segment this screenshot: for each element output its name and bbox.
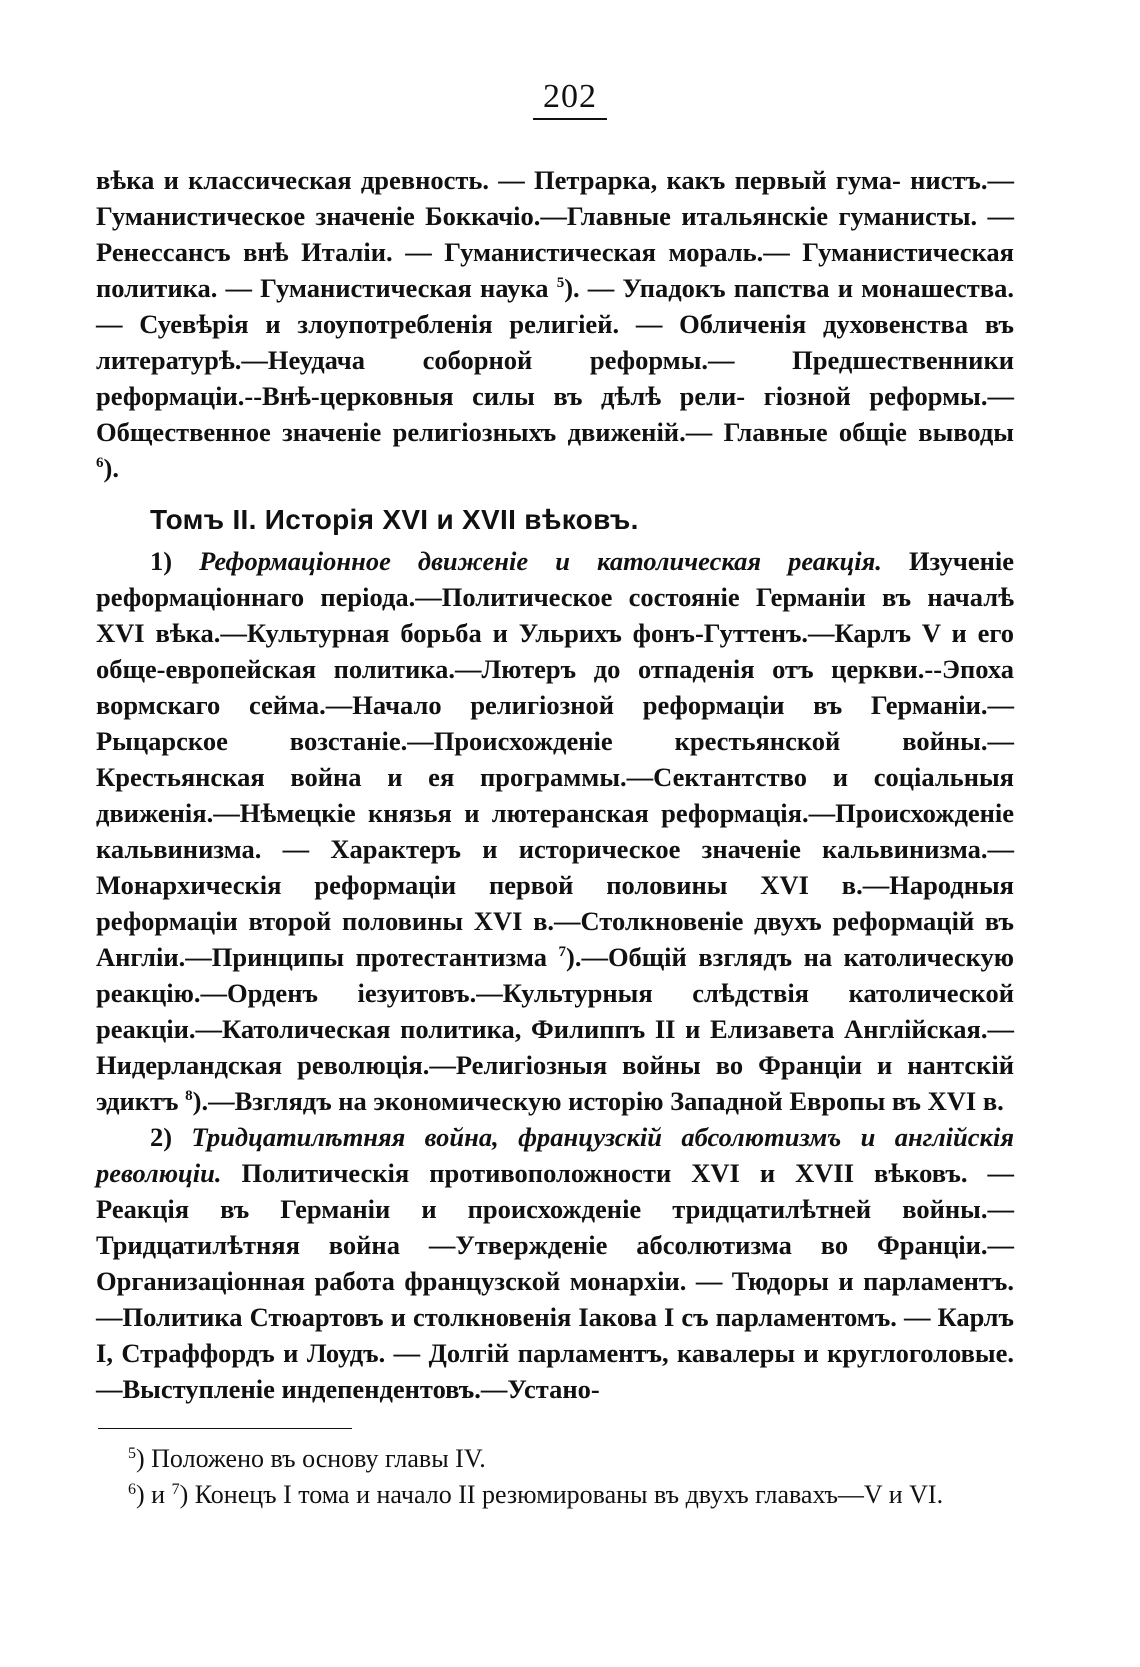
text-line: Гуманистическая политика. — Гуманистическая наука [96, 237, 1014, 303]
text-line: гуманисты. — Ренессансъ внѣ Италіи. — Гуманистическая мораль.— [96, 201, 1015, 267]
footnote-5 [96, 1441, 1014, 1477]
footnote-ref: 5 [556, 275, 565, 291]
footnote-6-7 [96, 1477, 1014, 1513]
footnote-text: ) Положено въ основу главы IV. [136, 1444, 486, 1473]
section-text: ).—Общій взглядъ на католическую реакцію.—Орденъ іезуитовъ.—Культурныя слѣдствія католической реакціи.—Католическая политика, Филиппъ II и Елизавета Англійская.—Нидерландская революція.—Религіозныя войны во Франціи и нантскій эдиктъ [96, 942, 1014, 1116]
text-line: гіозной реформы.—Общественное значеніе религіозныхъ движеній.— [96, 381, 1014, 447]
text-line: Предшественники реформаціи.--Внѣ-церковныя силы въ дѣлѣ рели- [96, 345, 1014, 411]
section-text: Политическія противоположности XVI и XVII вѣковъ. — Реакція въ Германіи и происхожденіе тридцатилѣтней войны.—Тридцатилѣтняя война —Утвержденіе абсолютизма во Франціи.—Организаціонная работа французской монархіи. — Тюдоры и парламентъ.—Политика Стюартовъ и столкновенія Іакова I съ парламентомъ. — Карлъ I, Страффордъ и Лоудъ. — Долгій парламентъ, кавалеры и круглоголовые.—Выступленіе индепендентовъ.—Устано- [96, 1158, 1014, 1404]
text-line: нистъ.—Гуманистическое значеніе Боккачіо.—Главные итальянскіе [96, 165, 1014, 231]
section-2 [96, 1119, 1014, 1407]
text-line: папства и монашества. — Суевѣрія и злоупотребленія религіей. — [96, 273, 1015, 339]
footnote-mark: 5 [128, 1445, 136, 1462]
text-line: ). — Упадокъ [564, 273, 726, 303]
volume-heading: Томъ II. Исторія XVI и XVII вѣковъ. [150, 504, 639, 535]
volume-contents [96, 543, 1014, 1407]
page-number: 202 [0, 78, 1140, 120]
text-line: Обличенія духовенства въ литературѣ.—Неудача соборной реформы.— [96, 309, 1014, 375]
footnote-ref: 7 [558, 944, 566, 960]
section-title: Реформаціонное движеніе и католическая реакція. [199, 546, 882, 576]
footnote-text: ) Конецъ I тома и начало II резюмированы въ двухъ главахъ—V и VI. [179, 1480, 944, 1509]
footnote-ref: 6 [96, 455, 104, 471]
footnote-text: ) и [136, 1480, 172, 1509]
section-number: 2) [150, 1122, 173, 1152]
section-1 [96, 543, 1014, 1119]
section-title: Тридцатилѣтняя война, французскій абсолютизмъ и англійскія революціи. [96, 1122, 1014, 1188]
footnote-mark: 6 [128, 1481, 136, 1498]
footnote-ref: 8 [185, 1088, 193, 1104]
intro-paragraph [96, 162, 1014, 486]
text-line: Главные общіе выводы [723, 417, 1014, 447]
section-text: Изученіе реформаціоннаго періода.—Политическое состояніе Германіи въ началѣ XVI вѣка.—Культурная борьба и Ульрихъ фонъ-Гуттенъ.—Карлъ V и его обще-европейская политика.—Лютеръ до отпаденія отъ церкви.--Эпоха вормскаго сейма.—Начало религіозной реформаціи въ Германіи.—Рыцарское возстаніе.—Происхожденіе крестьянской войны.—Крестьянская война и ея программы.—Сектантство и соціальныя движенія.—Нѣмецкіе князья и лютеранская реформація.—Происхожденіе кальвинизма. — Характеръ и историческое значеніе кальвинизма.—Монархическія реформаціи первой половины XVI в.—Народныя реформаціи второй половины XVI в.—Столкновеніе двухъ реформацій въ Англіи.—Принципы протестантизма [96, 546, 1014, 972]
footnotes [96, 1441, 1014, 1513]
section-text: ).—Взглядъ на экономическую исторію Западной Европы въ XVI в. [192, 1086, 1004, 1116]
footnote-divider [98, 1428, 352, 1429]
text-line: вѣка и классическая древность. — Петрарка, какъ первый гума- [96, 165, 901, 195]
text-line: ). [103, 453, 119, 483]
footnote-mark: 7 [171, 1481, 180, 1498]
section-number: 1) [150, 546, 173, 576]
